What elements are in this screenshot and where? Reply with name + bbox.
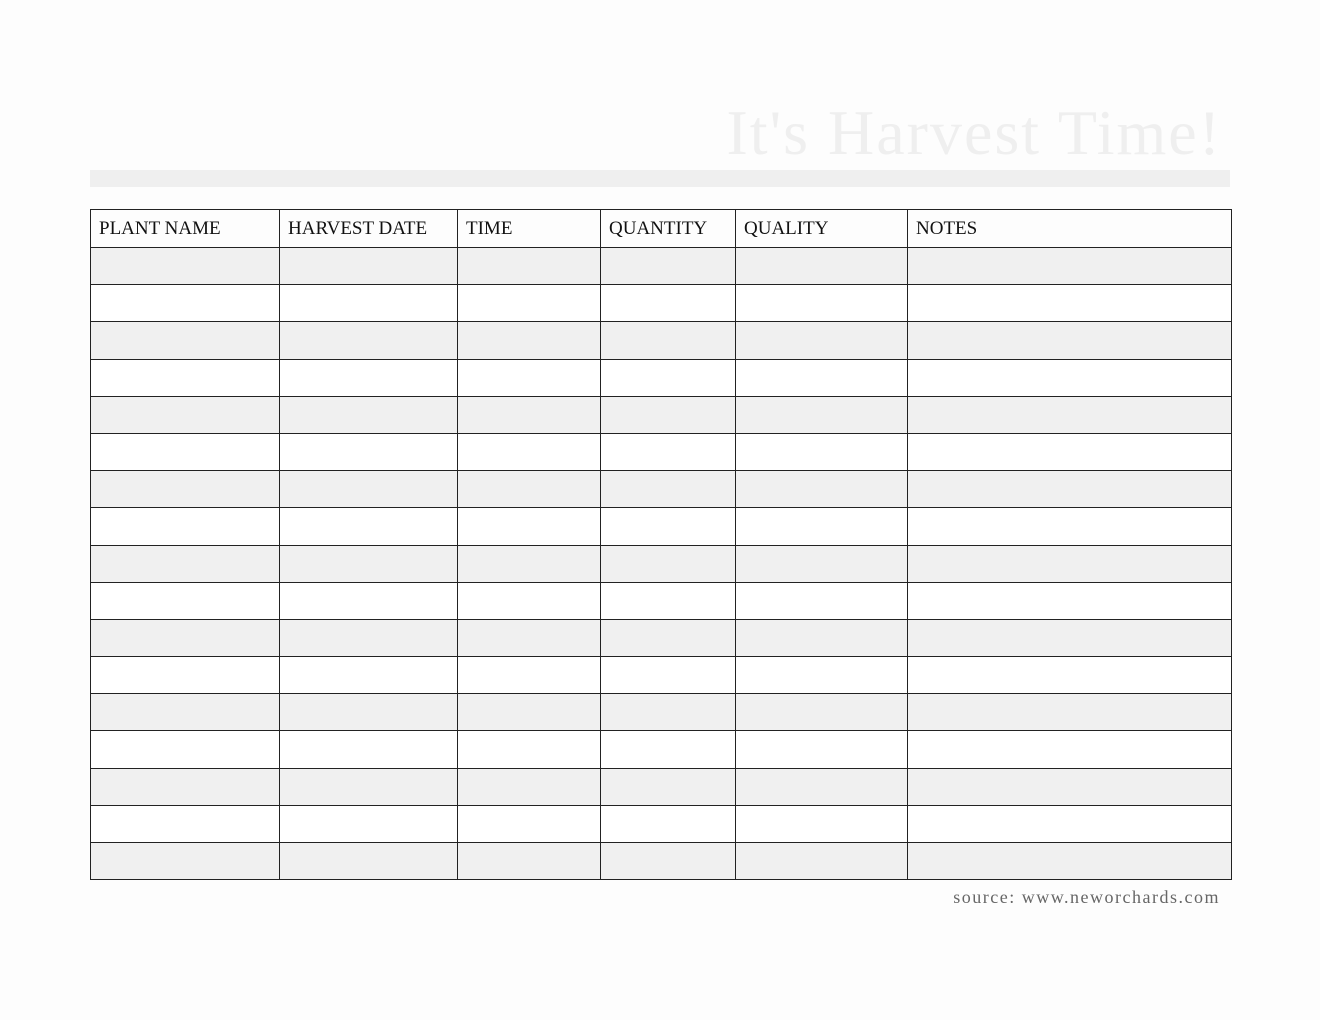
cell-quality	[736, 433, 908, 470]
cell-plant-name	[91, 731, 280, 768]
table-row	[91, 322, 1232, 359]
cell-quantity	[601, 433, 736, 470]
cell-time	[458, 545, 601, 582]
header-plant-name: PLANT NAME	[91, 210, 280, 248]
cell-harvest-date	[280, 731, 458, 768]
cell-time	[458, 285, 601, 322]
cell-notes	[908, 359, 1232, 396]
cell-quality	[736, 731, 908, 768]
cell-harvest-date	[280, 322, 458, 359]
cell-time	[458, 694, 601, 731]
cell-quality	[736, 471, 908, 508]
table-row	[91, 396, 1232, 433]
table-row	[91, 508, 1232, 545]
cell-quality	[736, 694, 908, 731]
cell-plant-name	[91, 805, 280, 842]
cell-notes	[908, 694, 1232, 731]
table-row	[91, 248, 1232, 285]
cell-time	[458, 619, 601, 656]
cell-notes	[908, 396, 1232, 433]
cell-harvest-date	[280, 768, 458, 805]
cell-harvest-date	[280, 843, 458, 880]
cell-plant-name	[91, 843, 280, 880]
cell-quality	[736, 396, 908, 433]
cell-quantity	[601, 359, 736, 396]
cell-harvest-date	[280, 582, 458, 619]
cell-time	[458, 582, 601, 619]
cell-plant-name	[91, 768, 280, 805]
cell-notes	[908, 248, 1232, 285]
cell-time	[458, 471, 601, 508]
cell-notes	[908, 322, 1232, 359]
cell-harvest-date	[280, 694, 458, 731]
table-row	[91, 731, 1232, 768]
table-row	[91, 471, 1232, 508]
cell-notes	[908, 471, 1232, 508]
cell-time	[458, 433, 601, 470]
cell-quantity	[601, 285, 736, 322]
cell-harvest-date	[280, 545, 458, 582]
cell-quantity	[601, 582, 736, 619]
cell-notes	[908, 433, 1232, 470]
table-row	[91, 694, 1232, 731]
cell-time	[458, 248, 601, 285]
title-underline-band	[90, 170, 1230, 187]
cell-time	[458, 768, 601, 805]
cell-quality	[736, 657, 908, 694]
cell-plant-name	[91, 657, 280, 694]
cell-quantity	[601, 619, 736, 656]
cell-time	[458, 508, 601, 545]
cell-quality	[736, 359, 908, 396]
cell-quantity	[601, 322, 736, 359]
cell-quality	[736, 508, 908, 545]
cell-quantity	[601, 248, 736, 285]
cell-notes	[908, 508, 1232, 545]
cell-quality	[736, 843, 908, 880]
cell-quantity	[601, 508, 736, 545]
cell-quantity	[601, 471, 736, 508]
header-notes: NOTES	[908, 210, 1232, 248]
table-row	[91, 433, 1232, 470]
cell-notes	[908, 582, 1232, 619]
cell-notes	[908, 843, 1232, 880]
cell-quantity	[601, 768, 736, 805]
cell-plant-name	[91, 471, 280, 508]
harvest-log-table	[90, 209, 1232, 880]
cell-plant-name	[91, 619, 280, 656]
header-time: TIME	[458, 210, 601, 248]
cell-notes	[908, 731, 1232, 768]
page-title: It's Harvest Time!	[726, 97, 1222, 168]
table-row	[91, 545, 1232, 582]
cell-harvest-date	[280, 359, 458, 396]
cell-quality	[736, 248, 908, 285]
cell-quality	[736, 582, 908, 619]
cell-plant-name	[91, 396, 280, 433]
table-row	[91, 285, 1232, 322]
cell-time	[458, 805, 601, 842]
cell-notes	[908, 545, 1232, 582]
table-row	[91, 657, 1232, 694]
cell-plant-name	[91, 433, 280, 470]
cell-notes	[908, 285, 1232, 322]
cell-quantity	[601, 843, 736, 880]
cell-harvest-date	[280, 396, 458, 433]
cell-quantity	[601, 396, 736, 433]
cell-quality	[736, 805, 908, 842]
cell-plant-name	[91, 545, 280, 582]
table-row	[91, 805, 1232, 842]
cell-plant-name	[91, 359, 280, 396]
cell-quantity	[601, 805, 736, 842]
cell-quality	[736, 285, 908, 322]
cell-quantity	[601, 657, 736, 694]
cell-plant-name	[91, 285, 280, 322]
cell-harvest-date	[280, 248, 458, 285]
cell-quality	[736, 768, 908, 805]
cell-notes	[908, 657, 1232, 694]
table-row	[91, 768, 1232, 805]
header-quality: QUALITY	[736, 210, 908, 248]
cell-quantity	[601, 545, 736, 582]
cell-harvest-date	[280, 657, 458, 694]
cell-time	[458, 731, 601, 768]
cell-harvest-date	[280, 619, 458, 656]
table-body	[91, 248, 1232, 880]
cell-time	[458, 657, 601, 694]
cell-notes	[908, 768, 1232, 805]
cell-time	[458, 359, 601, 396]
table-row	[91, 843, 1232, 880]
header-quantity: QUANTITY	[601, 210, 736, 248]
cell-quantity	[601, 731, 736, 768]
cell-quantity	[601, 694, 736, 731]
cell-harvest-date	[280, 508, 458, 545]
cell-plant-name	[91, 508, 280, 545]
table-row	[91, 582, 1232, 619]
header-harvest-date: HARVEST DATE	[280, 210, 458, 248]
header-row	[91, 210, 1232, 248]
cell-harvest-date	[280, 471, 458, 508]
cell-quality	[736, 322, 908, 359]
cell-time	[458, 322, 601, 359]
cell-harvest-date	[280, 805, 458, 842]
cell-time	[458, 396, 601, 433]
cell-plant-name	[91, 582, 280, 619]
cell-plant-name	[91, 322, 280, 359]
cell-harvest-date	[280, 285, 458, 322]
table-row	[91, 359, 1232, 396]
cell-time	[458, 843, 601, 880]
source-credit: source: www.neworchards.com	[953, 887, 1220, 907]
cell-notes	[908, 619, 1232, 656]
cell-harvest-date	[280, 433, 458, 470]
table-row	[91, 619, 1232, 656]
cell-notes	[908, 805, 1232, 842]
cell-plant-name	[91, 694, 280, 731]
cell-quality	[736, 619, 908, 656]
cell-quality	[736, 545, 908, 582]
cell-plant-name	[91, 248, 280, 285]
